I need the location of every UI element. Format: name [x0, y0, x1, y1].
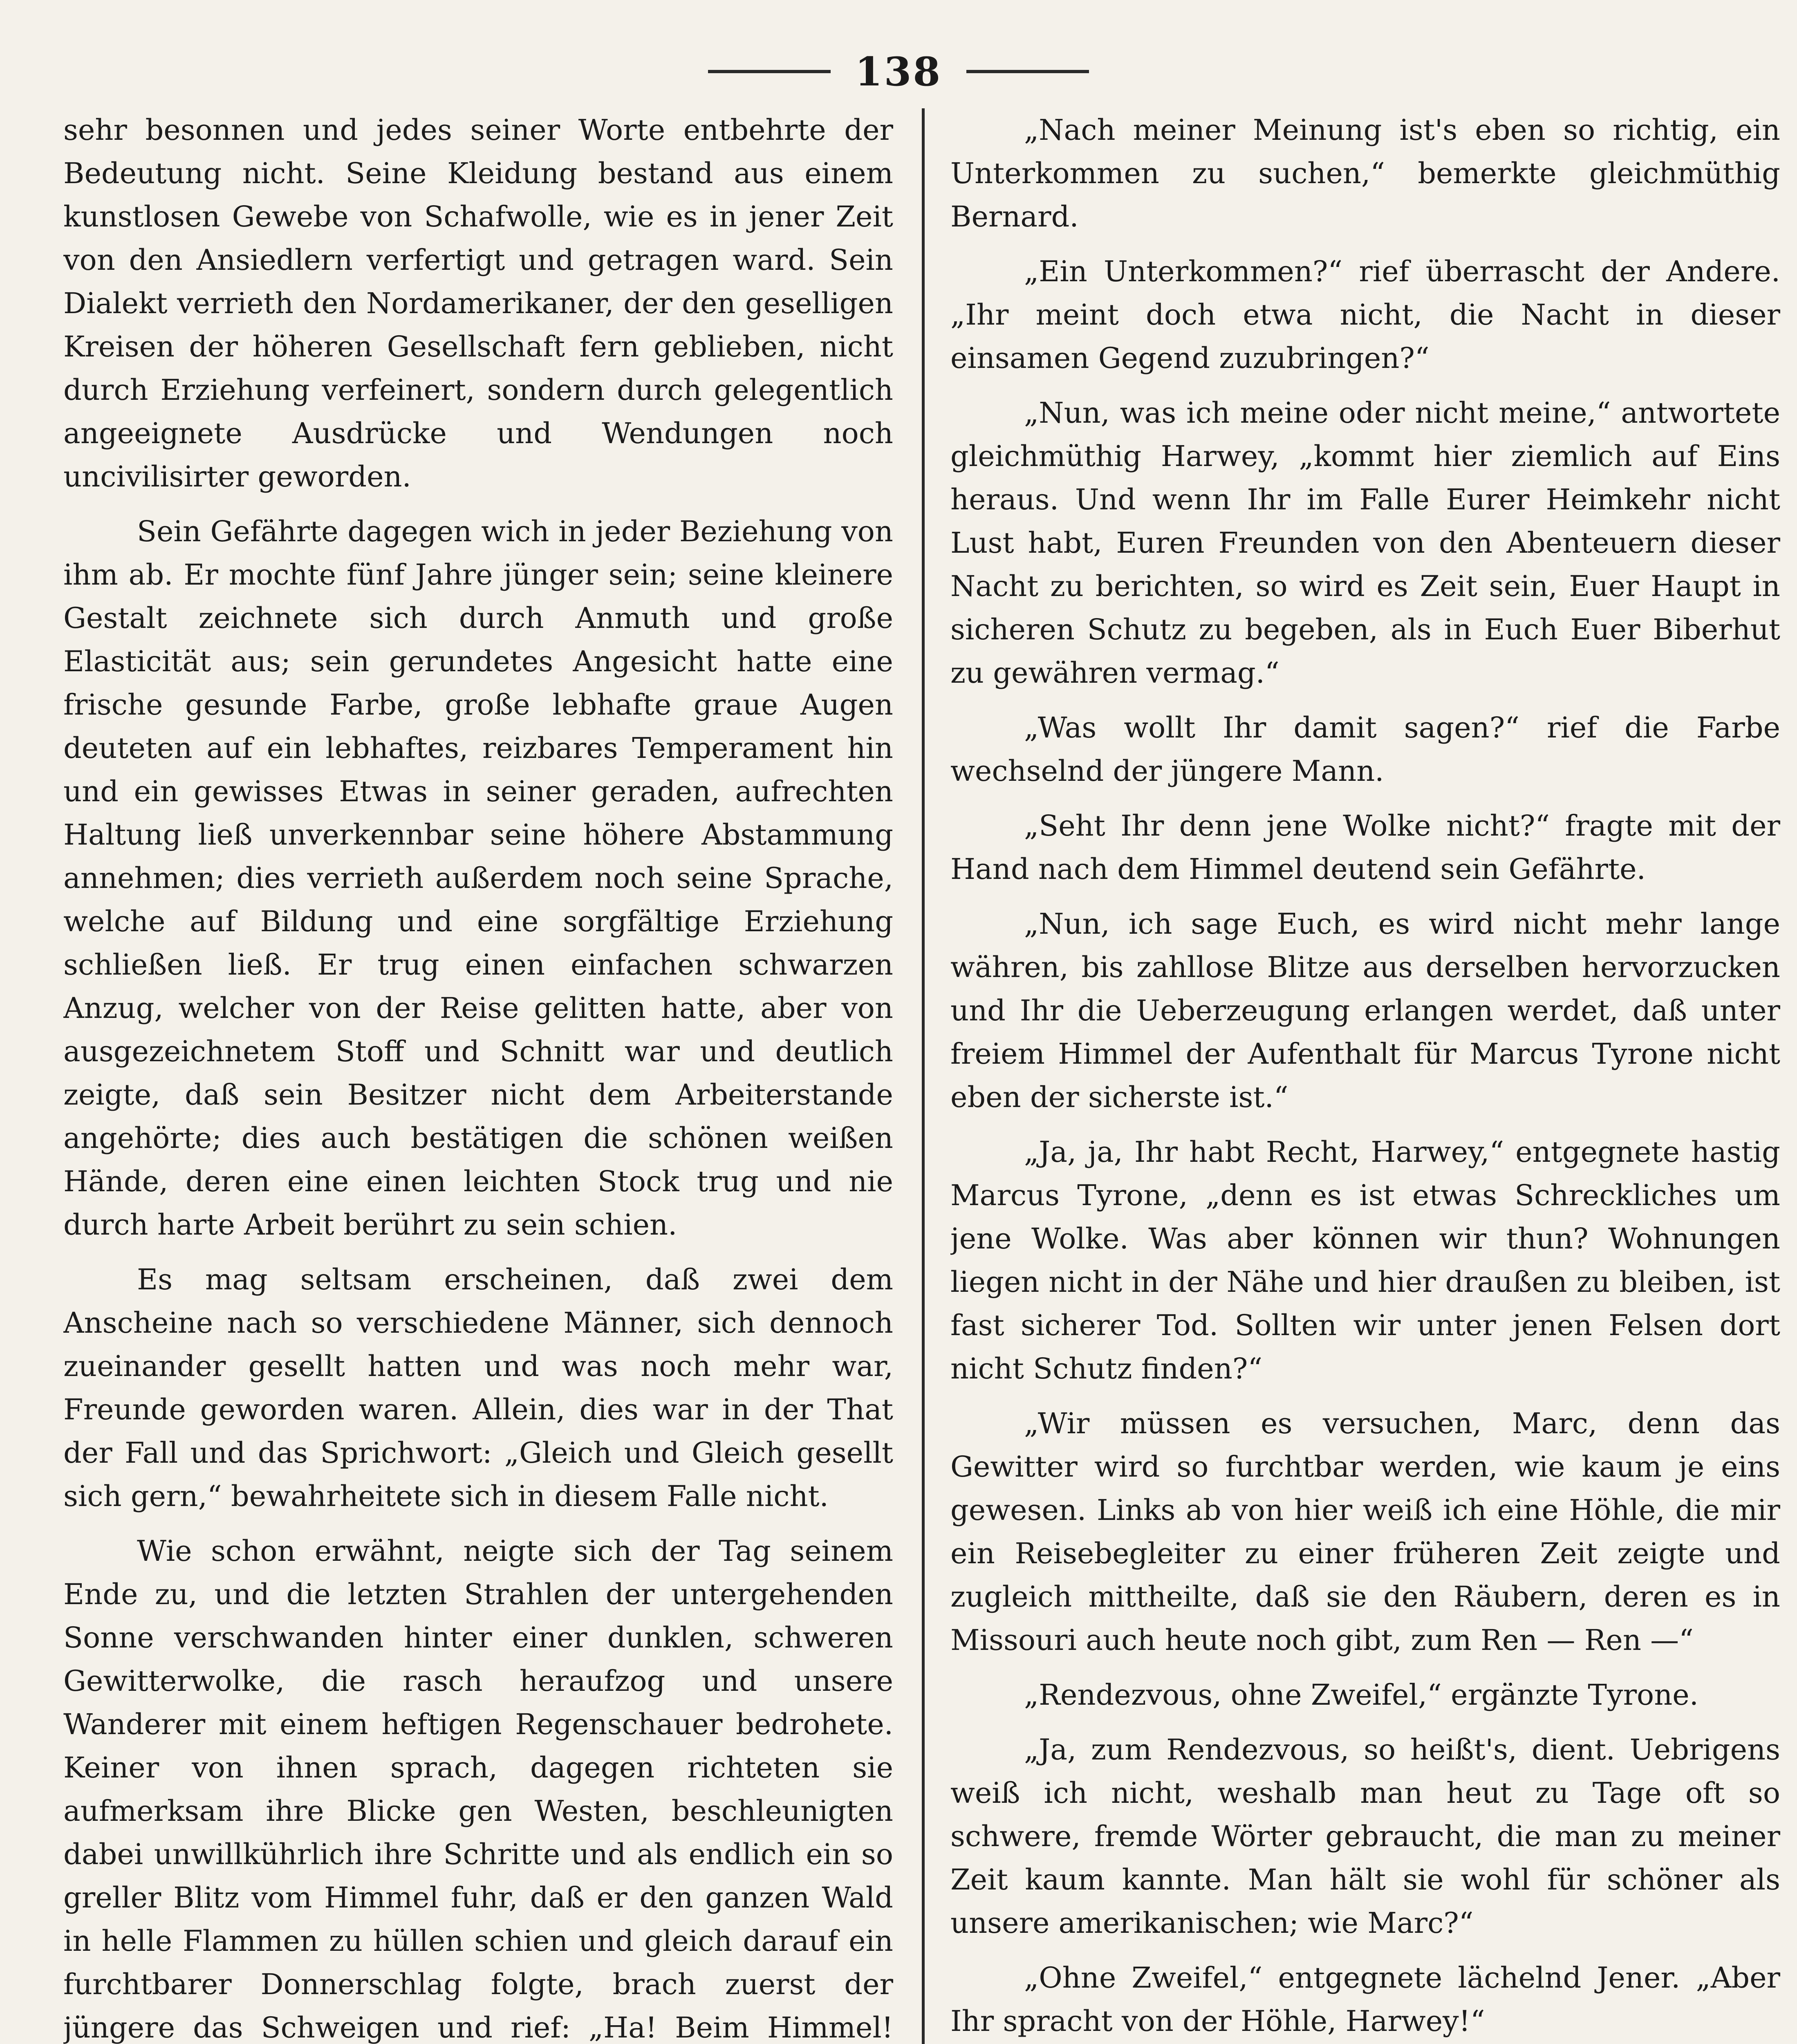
- page-number: 138: [855, 48, 942, 95]
- paragraph: „Seht Ihr denn jene Wolke nicht?“ fragte mit der Hand nach dem Himmel deutend sein Gefährte.: [950, 809, 1780, 886]
- paragraph: „Ein Unterkommen?“ rief überrascht der Andere. „Ihr meint doch etwa nicht, die Nacht in dieser einsamen Gegend zuzubringen?“: [950, 255, 1780, 375]
- paragraph: „Nun, ich sage Euch, es wird nicht mehr lange währen, bis zahllose Blitze aus derselben hervorzucken und Ihr die Ueberzeugung erlangen werdet, daß unter freiem Himmel der Aufenthalt für Marcus Tyrone nicht eben der sicherste ist.“: [950, 907, 1780, 1114]
- paragraph: „Was wollt Ihr damit sagen?“ rief die Farbe wechselnd der jüngere Mann.: [950, 711, 1780, 788]
- paragraph: Es mag seltsam erscheinen, daß zwei dem Anscheine nach so verschiedene Männer, sich dennoch zueinander gesellt hatten und was noch mehr war, Freunde geworden waren. Allein, dies war in der That der Fall und das Sprichwort: „Gleich und Gleich gesellt sich gern,“ bewahrheitete sich in diesem Falle nicht.: [63, 1263, 893, 1513]
- right-column: [950, 108, 1780, 2044]
- header-rule-left: [708, 70, 831, 73]
- paragraph: „Nach meiner Meinung ist's eben so richtig, ein Unterkommen zu suchen,“ bemerkte gleichmüthig Bernard.: [950, 113, 1780, 233]
- paragraph: „Rendezvous, ohne Zweifel,“ ergänzte Tyrone.: [1024, 1678, 1698, 1712]
- left-column: [63, 108, 893, 2044]
- header-rule-right: [966, 70, 1089, 73]
- column-divider: [922, 108, 925, 2044]
- paragraph: „Wir müssen es versuchen, Marc, denn das Gewitter wird so furchtbar werden, wie kaum je eins gewesen. Links ab von hier weiß ich eine Höhle, die mir ein Reisebegleiter zu einer früheren Zeit zeigte und zugleich mittheilte, daß sie den Räubern, deren es in Missouri auch heute noch gibt, zum Ren — Ren —“: [950, 1407, 1780, 1657]
- paragraph: „Ja, ja, Ihr habt Recht, Harwey,“ entgegnete hastig Marcus Tyrone, „denn es ist etwas Schreckliches um jene Wolke. Was aber können wir thun? Wohnungen liegen nicht in der Nähe und hier draußen zu bleiben, ist fast sicherer Tod. Sollten wir unter jenen Felsen dort nicht Schutz finden?“: [950, 1135, 1780, 1385]
- paragraph: Wie schon erwähnt, neigte sich der Tag seinem Ende zu, und die letzten Strahlen der untergehenden Sonne verschwanden hinter einer dunklen, schweren Gewitterwolke, die rasch heraufzog und unsere Wanderer mit einem heftigen Regenschauer bedrohete. Keiner von ihnen sprach, dagegen richteten sie aufmerksam ihre Blicke gen Westen, beschleunigten dabei unwillkührlich ihre Schritte und als endlich ein so greller Blitz vom Himmel fuhr, daß er den ganzen Wald in helle Flammen zu hüllen schien und gleich darauf ein furchtbarer Donnerschlag folgte, brach zuerst der jüngere das Schweigen und rief: „Ha! Beim Himmel!: [63, 1534, 893, 2044]
- paragraph: „Nun, was ich meine oder nicht meine,“ antwortete gleichmüthig Harwey, „kommt hier ziemlich auf Eins heraus. Und wenn Ihr im Falle Eurer Heimkehr nicht Lust habt, Euren Freunden von den Abenteuern dieser Nacht zu berichten, so wird es Zeit sein, Euer Haupt in sicheren Schutz zu begeben, als in Euch Euer Biberhut zu gewähren vermag.“: [950, 396, 1780, 690]
- paragraph: „Ja, zum Rendezvous, so heißt's, dient. Uebrigens weiß ich nicht, weshalb man heut zu Tage oft so schwere, fremde Wörter gebraucht, die man zu meiner Zeit kaum kannte. Man hält sie wohl für schöner als unsere amerikanischen; wie Marc?“: [950, 1733, 1780, 1940]
- paragraph: sehr besonnen und jedes seiner Worte entbehrte der Bedeutung nicht. Seine Kleidung bestand aus einem kunstlosen Gewebe von Schafwolle, wie es in jener Zeit von den Ansiedlern verfertigt und getragen ward. Sein Dialekt verrieth den Nordamerikaner, der den geselligen Kreisen der höheren Gesellschaft fern geblieben, nicht durch Erziehung verfeinert, sondern durch gelegentlich angeeignete Ausdrücke und Wendungen noch uncivilisirter geworden.: [63, 113, 893, 493]
- paragraph: „Ohne Zweifel,“ entgegnete lächelnd Jener. „Aber Ihr spracht von der Höhle, Harwey!“: [950, 1961, 1780, 2038]
- paragraph: Sein Gefährte dagegen wich in jeder Beziehung von ihm ab. Er mochte fünf Jahre jünger sein; seine kleinere Gestalt zeichnete sich durch Anmuth und große Elasticität aus; sein gerundetes Angesicht hatte eine frische gesunde Farbe, große lebhafte graue Augen deuteten auf ein lebhaftes, reizbares Temperament hin und ein gewisses Etwas in seiner geraden, aufrechten Haltung ließ unverkennbar seine höhere Abstammung annehmen; dies verrieth außerdem noch seine Sprache, welche auf Bildung und eine sorgfältige Erziehung schließen ließ. Er trug einen einfachen schwarzen Anzug, welcher von der Reise gelitten hatte, aber von ausgezeichnetem Stoff und Schnitt war und deutlich zeigte, daß sein Besitzer nicht dem Arbeiterstande angehörte; dies auch bestätigen die schönen weißen Hände, deren eine einen leichten Stock trug und nie durch harte Arbeit berührt zu sein schien.: [63, 515, 893, 1242]
- page-header: [0, 47, 1797, 96]
